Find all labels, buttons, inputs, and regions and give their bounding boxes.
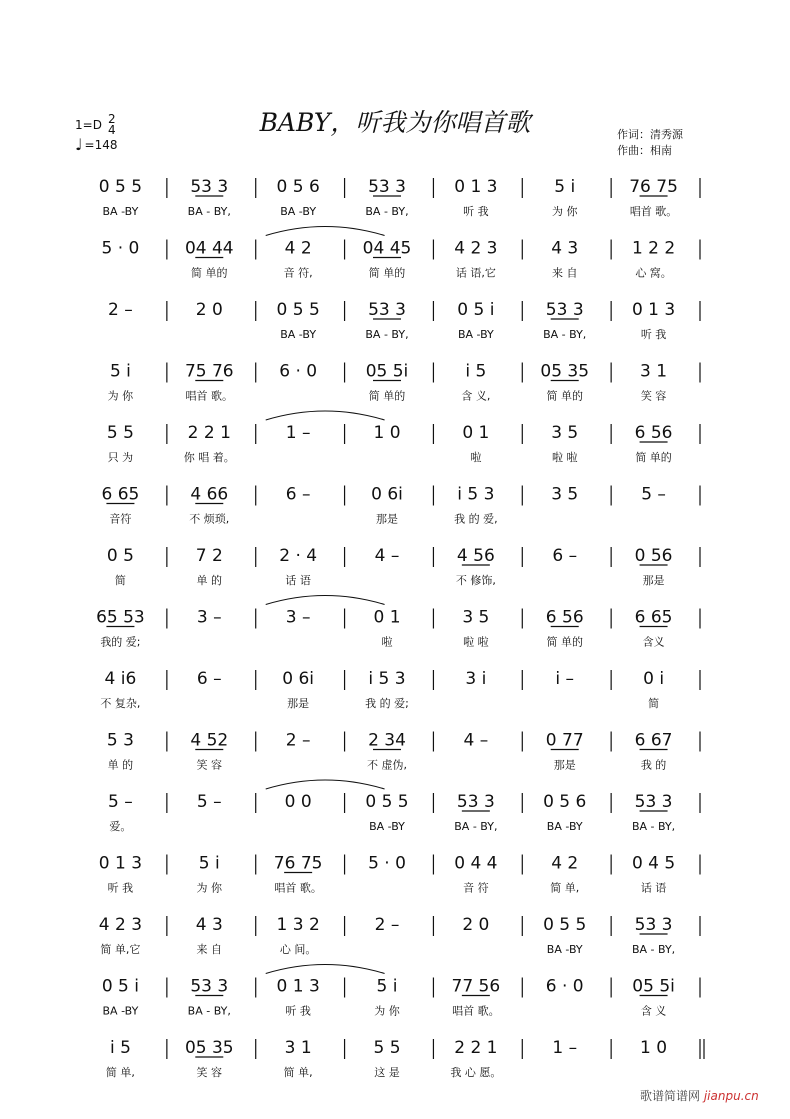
- measure-notes: i 5: [465, 361, 487, 382]
- slur-arc: [266, 596, 385, 605]
- measure-notes: 3 i: [465, 669, 487, 689]
- lyric-text: 为 你: [196, 881, 223, 895]
- lyric-text: 简: [114, 574, 126, 587]
- measure-notes: 65 53: [96, 607, 145, 628]
- lyric-text: 笑 容: [640, 389, 667, 403]
- lyric-text: 不 烦琐,: [189, 512, 230, 526]
- lyric-text: 来 自: [551, 266, 578, 280]
- measure-notes: 5 i: [376, 976, 398, 997]
- lyric-text: 话 语: [640, 881, 667, 895]
- slur-arc: [266, 965, 385, 974]
- lyric-text: 我 的 爱;: [365, 697, 409, 710]
- lyric-text: 不 虚伪,: [367, 758, 407, 772]
- measure-notes: 0 i: [643, 669, 665, 689]
- measure-notes: 2 34: [368, 730, 406, 751]
- measure-notes: 3 5: [462, 607, 490, 628]
- lyric-text: 那是: [376, 512, 398, 526]
- lyric-text: 我 心 愿。: [450, 1066, 502, 1079]
- measure-notes: 3 –: [196, 607, 222, 628]
- lyric-text: BA -BY: [280, 205, 317, 218]
- measure-notes: 4 i6: [104, 669, 137, 689]
- measure-notes: 4 52: [190, 730, 229, 751]
- lyric-text: 笑 容: [196, 758, 223, 772]
- measure-notes: 4 3: [551, 238, 579, 259]
- measure-notes: 6 –: [196, 669, 222, 689]
- slur-arc: [266, 227, 385, 236]
- lyric-text: 简 单的: [546, 389, 583, 403]
- tempo-value: =148: [84, 138, 118, 152]
- lyric-text: 只 为: [107, 451, 134, 464]
- measure-notes: 53 3: [545, 300, 584, 320]
- lyric-text: 单 的: [196, 574, 223, 587]
- measure-notes: 5 –: [108, 792, 133, 812]
- measure-notes: 53 3: [190, 177, 229, 197]
- measure-notes: 5 5: [106, 423, 134, 443]
- measure-notes: 3 –: [285, 607, 311, 628]
- lyric-text: BA -BY: [546, 820, 583, 833]
- measure-notes: 1 –: [285, 423, 311, 443]
- lyric-text: 话 语: [285, 574, 311, 587]
- composer-credit: 作曲：相南: [617, 144, 672, 157]
- measure-notes: 2 2 1: [187, 423, 231, 443]
- lyric-text: BA -BY: [457, 328, 494, 341]
- measure-notes: 6 65: [101, 484, 140, 505]
- measure-notes: 2 0: [462, 915, 490, 935]
- lyric-text: 为 你: [374, 1004, 400, 1018]
- measure-notes: 4 2 3: [454, 238, 498, 259]
- measure-notes: 6 –: [552, 546, 578, 566]
- measure-notes: 76 75: [629, 177, 678, 197]
- measure-notes: 3 5: [551, 423, 579, 443]
- watermark-url: jianpu.cn: [703, 1089, 759, 1103]
- measure-notes: 0 56: [634, 546, 673, 566]
- measure-notes: 0 6i: [282, 669, 315, 689]
- measure-notes: 5 –: [196, 792, 222, 812]
- measure-notes: 0 4 5: [631, 853, 676, 874]
- measure-notes: 3 1: [640, 361, 668, 382]
- lyric-text: BA - BY,: [187, 205, 231, 218]
- measure-notes: 2 · 4: [279, 546, 318, 566]
- measure-notes: 3 5: [551, 484, 579, 505]
- measure-notes: 4 –: [463, 730, 489, 751]
- lyric-text: 我的 爱;: [100, 635, 141, 649]
- measure-notes: 5 · 0: [101, 238, 140, 259]
- lyric-text: 那是: [642, 574, 665, 587]
- measure-notes: 05 35: [540, 361, 590, 382]
- measure-notes: 53 3: [190, 976, 229, 997]
- measure-notes: 2 –: [285, 730, 311, 751]
- measure-notes: 0 5 i: [101, 976, 140, 997]
- measure-notes: 4 56: [456, 546, 495, 566]
- lyric-text: 简 单,它: [100, 943, 141, 956]
- measure-notes: 4 2: [551, 853, 579, 874]
- lyric-text: 来 自: [196, 943, 223, 956]
- lyric-text: 简 单,: [283, 1066, 313, 1079]
- measure-notes: 2 2 1: [454, 1038, 498, 1058]
- time-signature-top: 2: [107, 112, 116, 126]
- measure-notes: 0 5 6: [276, 177, 320, 197]
- lyric-text: 爱。: [109, 820, 132, 833]
- measure-notes: 1 2 2: [631, 238, 676, 259]
- measure-notes: 5 –: [641, 484, 666, 505]
- measure-notes: 0 5 i: [457, 300, 495, 320]
- measure-notes: i 5: [109, 1038, 131, 1058]
- lyric-text: 这 是: [374, 1066, 400, 1079]
- lyric-text: 那是: [287, 697, 310, 710]
- measure-notes: 5 i: [554, 177, 576, 197]
- measure-notes: 0 1: [373, 607, 401, 628]
- lyric-text: 话 语,它: [455, 266, 496, 280]
- lyric-text: 为 你: [551, 205, 578, 218]
- measure-notes: 1 3 2: [276, 915, 320, 935]
- lyric-text: 啦 啦: [551, 451, 578, 464]
- measure-notes: 05 35: [184, 1038, 234, 1058]
- measure-notes: 5 5: [373, 1038, 401, 1058]
- slur-arc: [266, 411, 385, 420]
- measure-notes: 04 44: [184, 238, 234, 259]
- watermark-cn: 歌谱简谱网: [640, 1089, 701, 1103]
- measure-notes: 0 4 4: [454, 853, 498, 874]
- lyric-text: BA -BY: [280, 328, 317, 341]
- lyric-text: 简 单,: [550, 881, 580, 895]
- measure-notes: 4 2 3: [98, 915, 143, 935]
- measure-notes: 0 1 3: [454, 177, 498, 197]
- lyric-text: 唱首 歌。: [629, 205, 678, 218]
- lyric-text: 唱首 歌。: [452, 1004, 500, 1018]
- measure-notes: 53 3: [368, 300, 406, 320]
- measure-notes: 0 5 5: [276, 300, 320, 320]
- measure-notes: 0 6i: [371, 484, 403, 505]
- measure-notes: i 5 3: [457, 484, 495, 505]
- measure-notes: 6 65: [634, 607, 673, 628]
- lyric-text: BA - BY,: [631, 820, 676, 833]
- measure-notes: 5 3: [106, 730, 134, 751]
- lyric-text: 音 符: [463, 881, 489, 895]
- lyricist-credit: 作词：清秀源: [617, 128, 683, 141]
- measure-notes: 6 · 0: [279, 361, 318, 382]
- measure-notes: 0 1 3: [276, 976, 320, 997]
- measure-notes: 2 –: [374, 915, 400, 935]
- lyric-text: BA - BY,: [543, 328, 587, 341]
- measure-notes: 7 2: [195, 546, 223, 566]
- lyric-text: BA -BY: [369, 820, 405, 833]
- measure-notes: 4 –: [374, 546, 400, 566]
- lyric-text: 我 的: [640, 758, 667, 772]
- lyric-text: 含 义: [640, 1004, 667, 1018]
- lyric-text: 含 义,: [461, 389, 491, 403]
- time-signature-bottom: 4: [107, 123, 116, 137]
- key-signature: 1=D: [75, 118, 102, 132]
- measure-notes: 5 i: [198, 853, 220, 874]
- measure-notes: 05 5i: [365, 361, 409, 382]
- lyric-text: BA - BY,: [365, 205, 409, 218]
- measure-notes: 04 45: [362, 238, 412, 259]
- measure-notes: 5 i: [109, 361, 131, 382]
- measure-notes: 2 –: [108, 300, 133, 320]
- lyric-text: BA - BY,: [365, 328, 409, 341]
- measure-notes: 0 5 6: [543, 792, 587, 812]
- lyric-text: 听 我: [463, 205, 489, 218]
- measure-notes: 53 3: [456, 792, 495, 812]
- lyric-text: 啦 啦: [463, 635, 489, 649]
- measure-notes: i –: [555, 669, 575, 689]
- lyric-text: 为 你: [107, 389, 134, 403]
- measure-notes: 75 76: [184, 361, 234, 382]
- measure-notes: 05 5i: [632, 976, 675, 997]
- lyric-text: 简 单的: [191, 266, 228, 280]
- lyric-text: 听 我: [285, 1004, 311, 1018]
- lyric-text: 心 间。: [279, 943, 317, 956]
- measure-notes: 53 3: [368, 177, 406, 197]
- measure-notes: 6 · 0: [545, 976, 584, 997]
- lyric-text: 听 我: [107, 881, 134, 895]
- lyric-text: 不 修饰,: [455, 574, 496, 587]
- measure-notes: 6 56: [545, 607, 584, 628]
- measure-notes: 6 56: [634, 423, 673, 443]
- lyric-text: BA - BY,: [631, 943, 676, 956]
- lyric-text: 不 复杂,: [100, 697, 141, 710]
- lyric-text: 简: [648, 697, 660, 710]
- lyric-text: BA -BY: [546, 943, 583, 956]
- lyric-text: 含义: [642, 635, 665, 649]
- measure-notes: i 5 3: [368, 669, 406, 689]
- song-title: BABY，听我为你唱首歌: [259, 108, 531, 137]
- measure-notes: 1 0: [373, 423, 401, 443]
- slur-arc: [266, 780, 385, 789]
- watermark: [640, 1087, 759, 1104]
- lyric-text: BA -BY: [102, 1004, 139, 1018]
- measure-notes: 0 1 3: [631, 300, 676, 320]
- lyric-text: 唱首 歌。: [185, 389, 234, 403]
- measure-notes: 1 –: [552, 1038, 578, 1058]
- lyric-text: 笑 容: [196, 1066, 223, 1079]
- measure-notes: 0 0: [284, 792, 312, 812]
- lyric-text: 听 我: [640, 328, 667, 341]
- lyric-text: 音 符,: [283, 266, 313, 280]
- lyric-text: 简 单的: [635, 451, 672, 464]
- lyric-text: 啦: [381, 635, 393, 649]
- measure-notes: 53 3: [634, 792, 673, 812]
- measure-notes: 0 5: [106, 546, 134, 566]
- lyric-text: 单 的: [107, 758, 134, 772]
- lyric-text: BA - BY,: [454, 820, 498, 833]
- measure-notes: 0 1: [462, 423, 490, 443]
- measure-notes: 53 3: [634, 915, 673, 935]
- measure-notes: 4 2: [284, 238, 312, 259]
- measure-notes: 0 5 5: [365, 792, 409, 812]
- lyric-text: 你 唱 着。: [183, 451, 235, 464]
- lyric-text: BA - BY,: [187, 1004, 231, 1018]
- lyric-text: 简 单的: [546, 635, 583, 649]
- lyric-text: BA -BY: [102, 205, 139, 218]
- lyric-text: 音符: [109, 512, 132, 526]
- measure-notes: 0 5 5: [543, 915, 587, 935]
- lyric-text: 简 单的: [368, 389, 406, 403]
- lyric-text: 啦: [470, 451, 482, 464]
- lyric-text: 简 单的: [368, 266, 406, 280]
- measure-notes: 0 5 5: [98, 177, 143, 197]
- measure-notes: 3 1: [284, 1038, 312, 1058]
- measure-notes: 6 –: [285, 484, 311, 505]
- measure-notes: 0 1 3: [98, 853, 143, 874]
- measure-notes: 4 3: [195, 915, 223, 935]
- lyric-text: 心 窝。: [635, 266, 672, 280]
- measure-notes: 0 77: [545, 730, 584, 751]
- lyric-text: 我 的 爱,: [454, 512, 498, 526]
- lyric-text: 唱首 歌。: [274, 881, 322, 895]
- measure-notes: 77 56: [451, 976, 501, 997]
- measure-notes: 1 0: [640, 1038, 668, 1058]
- measure-notes: 76 75: [273, 853, 323, 874]
- measure-notes: 5 · 0: [368, 853, 406, 874]
- quarter-note-icon: ♩: [75, 135, 83, 154]
- lyric-text: 简 单,: [105, 1066, 135, 1079]
- measure-notes: 4 66: [190, 484, 229, 505]
- measure-notes: 2 0: [195, 300, 223, 320]
- measure-notes: 6 67: [634, 730, 673, 751]
- lyric-text: 那是: [553, 758, 576, 772]
